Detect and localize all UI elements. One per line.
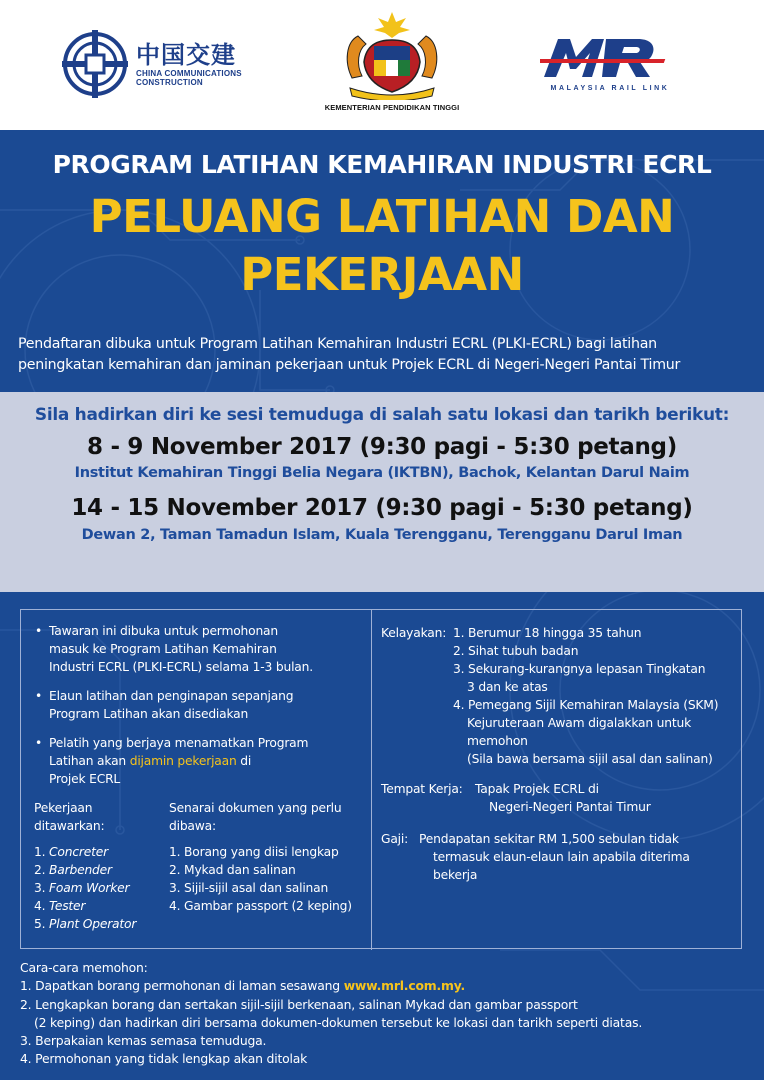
requirement-item: (Sila bawa bersama sijil asal dan salinan) bbox=[467, 752, 713, 766]
jobs-heading-line2: ditawarkan: bbox=[34, 819, 105, 833]
apply-step-4: 4. Permohonan yang tidak lengkap akan ditolak bbox=[20, 1051, 308, 1067]
job-item: 4. Tester bbox=[34, 899, 86, 913]
apply-step-2-line2: (2 keping) dan hadirkan diri bersama dokumen-dokumen tersebut ke lokasi dan tarikh seperti diatas. bbox=[34, 1014, 643, 1030]
title-block bbox=[0, 146, 764, 304]
apply-step-3: 3. Berpakaian kemas semasa temuduga. bbox=[20, 1033, 267, 1049]
bullet-allowance-line1: Elaun latihan dan penginapan sepanjang bbox=[49, 689, 294, 703]
workplace-label: Tempat Kerja: bbox=[381, 782, 463, 796]
bullet-offer-line3: Industri ECRL (PLKI-ECRL) selama 1-3 bulan. bbox=[49, 660, 313, 674]
main-headline-line1: PELUANG LATIHAN DAN bbox=[89, 190, 675, 243]
job-item: 1. Concreter bbox=[34, 845, 108, 859]
requirement-item: 4. Pemegang Sijil Kemahiran Malaysia (SKM) bbox=[453, 698, 719, 712]
document-item: 4. Gambar passport (2 keping) bbox=[169, 899, 352, 913]
ministry-crest-logo bbox=[318, 10, 466, 122]
jobs-column bbox=[34, 799, 174, 933]
apply-step-2-line1: 2. Lengkapkan borang dan sertakan sijil-sijil berkenaan, salinan Mykad dan gambar passport bbox=[20, 996, 578, 1012]
header-logos bbox=[0, 0, 764, 130]
session-2-date: 14 - 15 November 2017 (9:30 pagi - 5:30 petang) bbox=[71, 495, 693, 521]
job-item: 5. Plant Operator bbox=[34, 917, 137, 931]
session-2-venue: Dewan 2, Taman Tamadun Islam, Kuala Terengganu, Terengganu Darul Iman bbox=[81, 527, 683, 543]
info-right-column bbox=[381, 624, 741, 884]
china-communications-logo bbox=[62, 28, 272, 100]
requirement-item: 3. Sekurang-kurangnya lepasan Tingkatan bbox=[453, 662, 706, 676]
apply-step-1 bbox=[20, 977, 750, 995]
ministry-name: KEMENTERIAN PENDIDIKAN TINGGI bbox=[324, 103, 460, 112]
requirement-item: memohon bbox=[467, 734, 528, 748]
mrl-logo bbox=[535, 35, 685, 95]
intro-line2: peningkatan kemahiran dan jaminan pekerjaan untuk Projek ECRL di Negeri-Negeri Pantai Timur bbox=[18, 357, 681, 373]
salary-block bbox=[381, 830, 741, 884]
cccc-english-name: CHINA COMMUNICATIONS CONSTRUCTION bbox=[136, 69, 242, 87]
main-headline bbox=[0, 188, 764, 304]
requirement-item: 3 dan ke atas bbox=[467, 680, 548, 694]
apply-heading: Cara-cara memohon: bbox=[20, 960, 148, 975]
bullet-dot-icon: • bbox=[35, 689, 43, 703]
intro-line1: Pendaftaran dibuka untuk Program Latihan Kemahiran Industri ECRL (PLKI-ECRL) bagi latihan bbox=[18, 336, 657, 352]
bullet-offer-line2: masuk ke Program Latihan Kemahiran bbox=[49, 642, 277, 656]
session-1-venue: Institut Kemahiran Tinggi Belia Negara (IKTBN), Bachok, Kelantan Darul Naim bbox=[74, 465, 690, 481]
document-item: 2. Mykad dan salinan bbox=[169, 863, 296, 877]
main-headline-line2: PEKERJAAN bbox=[240, 248, 524, 301]
bullet-allowance bbox=[21, 687, 371, 723]
bullet-guarantee bbox=[21, 734, 371, 788]
apply-step-1-text: 1. Dapatkan borang permohonan di laman sesawang bbox=[20, 978, 344, 994]
guarantee-highlight: dijamin pekerjaan bbox=[129, 754, 237, 768]
info-box bbox=[20, 609, 742, 949]
session-1-date: 8 - 9 November 2017 (9:30 pagi - 5:30 petang) bbox=[87, 434, 677, 460]
requirement-item: 1. Berumur 18 hingga 35 tahun bbox=[453, 626, 642, 640]
info-left-column bbox=[21, 622, 371, 949]
salary-line1: Pendapatan sekitar RM 1,500 sebulan tidak bbox=[419, 832, 679, 846]
documents-heading-line2: dibawa: bbox=[169, 819, 216, 833]
cccc-chinese-name: 中国交建 bbox=[136, 41, 236, 69]
workplace-line2: Negeri-Negeri Pantai Timur bbox=[489, 800, 651, 814]
documents-heading bbox=[169, 799, 369, 835]
mrl-mark-icon bbox=[540, 35, 680, 79]
salary-value bbox=[419, 830, 741, 884]
workplace-value bbox=[475, 780, 741, 816]
website-link[interactable]: www.mrl.com.my. bbox=[343, 978, 465, 994]
job-item: 2. Barbender bbox=[34, 863, 112, 877]
mrl-name: MALAYSIA RAIL LINK bbox=[550, 85, 670, 92]
bullet-dot-icon: • bbox=[35, 624, 43, 638]
requirements-label: Kelayakan: bbox=[381, 626, 447, 640]
document-item: 1. Borang yang diisi lengkap bbox=[169, 845, 339, 859]
jobs-heading bbox=[34, 799, 174, 835]
salary-line3: bekerja bbox=[433, 868, 478, 882]
requirements-list bbox=[453, 624, 741, 768]
interview-invite: Sila hadirkan diri ke sesi temuduga di salah satu lokasi dan tarikh berikut: bbox=[34, 405, 730, 425]
documents-column bbox=[169, 799, 369, 915]
intro-paragraph bbox=[18, 334, 753, 376]
jobs-heading-line1: Pekerjaan bbox=[34, 801, 93, 815]
program-title: PROGRAM LATIHAN KEMAHIRAN INDUSTRI ECRL bbox=[52, 150, 712, 179]
bullet-guarantee-line1: Pelatih yang berjaya menamatkan Program bbox=[49, 736, 309, 750]
how-to-apply bbox=[20, 959, 750, 1069]
column-divider bbox=[371, 610, 372, 950]
guarantee-text-post: di bbox=[236, 754, 252, 768]
requirement-item: 2. Sihat tubuh badan bbox=[453, 644, 579, 658]
bullet-allowance-line2: Program Latihan akan disediakan bbox=[49, 707, 249, 721]
job-item: 3. Foam Worker bbox=[34, 881, 130, 895]
bullet-offer-line1: Tawaran ini dibuka untuk permohonan bbox=[49, 624, 278, 638]
workplace-block bbox=[381, 780, 741, 816]
documents-heading-line1: Senarai dokumen yang perlu bbox=[169, 801, 342, 815]
requirement-item: Kejuruteraan Awam digalakkan untuk bbox=[467, 716, 691, 730]
guarantee-text-pre: Latihan akan bbox=[49, 754, 130, 768]
workplace-line1: Tapak Projek ECRL di bbox=[475, 782, 599, 796]
coat-of-arms-icon bbox=[336, 10, 448, 100]
document-item: 3. Sijil-sijil asal dan salinan bbox=[169, 881, 329, 895]
bullet-guarantee-line3: Projek ECRL bbox=[49, 772, 121, 786]
bullet-guarantee-line2 bbox=[49, 752, 371, 770]
bullet-dot-icon: • bbox=[35, 736, 43, 750]
bullet-offer bbox=[21, 622, 371, 676]
salary-label: Gaji: bbox=[381, 832, 409, 846]
jobs-and-documents bbox=[21, 799, 371, 949]
cccc-emblem-icon bbox=[62, 30, 128, 98]
salary-line2: termasuk elaun-elaun lain apabila diterima bbox=[433, 850, 690, 864]
requirements-block bbox=[381, 624, 741, 768]
interview-band bbox=[0, 392, 764, 592]
